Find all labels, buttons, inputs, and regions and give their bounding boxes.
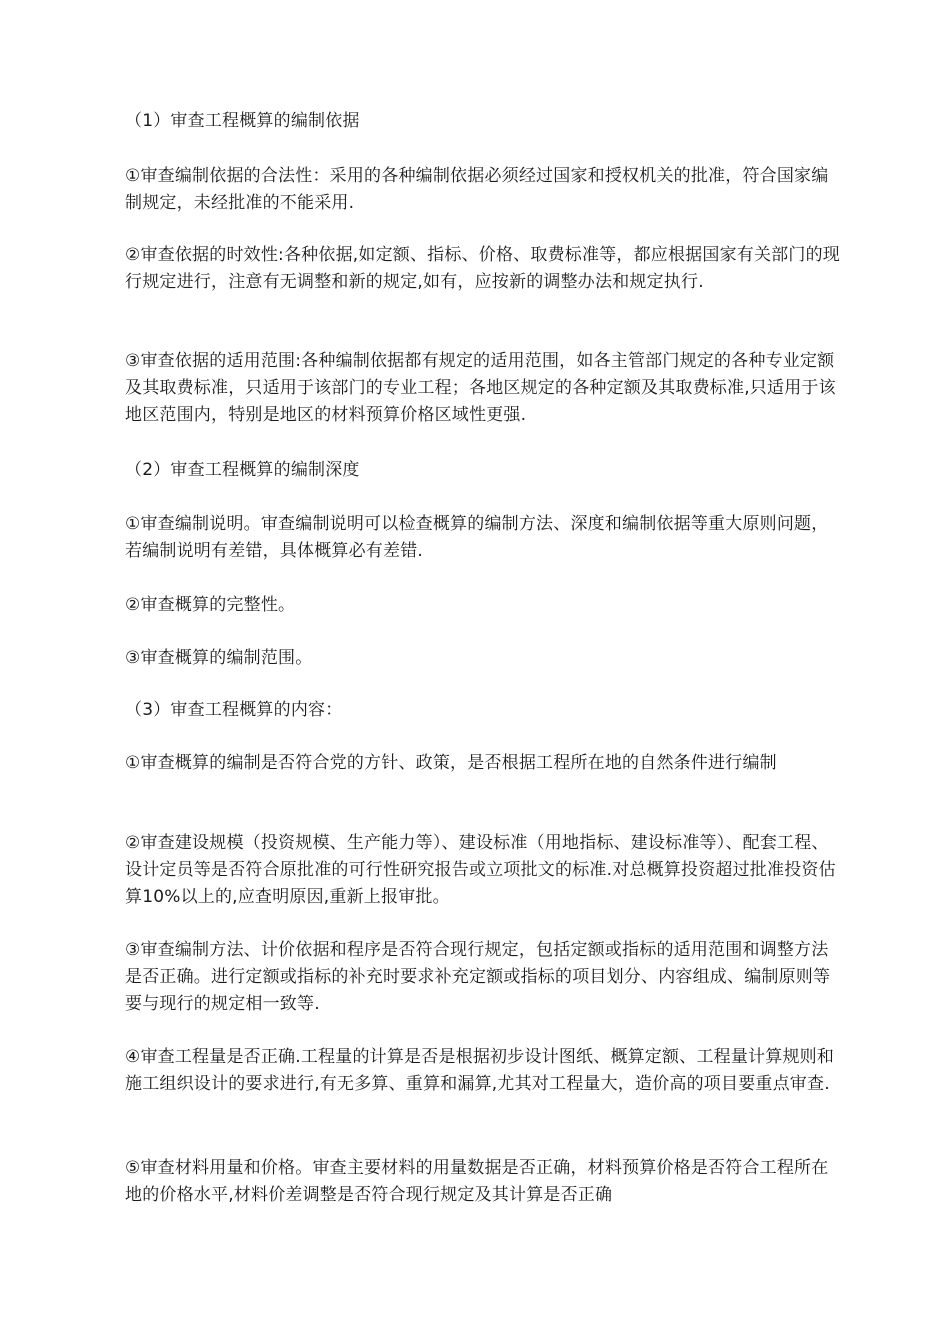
section-3-item-3: ③审查编制方法、计价依据和程序是否符合现行规定，包括定额或指标的适用范围和调整方法是否正确。进行定额或指标的补充时要求补充定额或指标的项目划分、内容组成、编制原则等要与现行的规定相一致等. <box>125 940 831 1014</box>
section-3-item-4: ④审查工程量是否正确.工程量的计算是否是根据初步设计图纸、概算定额、工程量计算规则和施工组织设计的要求进行,有无多算、重算和漏算,尤其对工程量大，造价高的项目要重点审查. <box>125 1047 835 1094</box>
section-2-heading: （2）审查工程概算的编制深度 <box>125 460 360 480</box>
section-2-item-1: ①审查编制说明。审查编制说明可以检查概算的编制方法、深度和编制依据等重大原则问题，若编制说明有差错，具体概算必有差错. <box>125 514 829 561</box>
section-1-heading: （1）审查工程概算的编制依据 <box>125 111 360 131</box>
section-1-item-1: ①审查编制依据的合法性：采用的各种编制依据必须经过国家和授权机关的批准，符合国家编制规定，未经批准的不能采用. <box>125 166 829 213</box>
section-3-item-5: ⑤审查材料用量和价格。审查主要材料的用量数据是否正确，材料预算价格是否符合工程所在地的价格水平,材料价差调整是否符合现行规定及其计算是否正确 <box>125 1158 829 1205</box>
section-1-item-2: ②审查依据的时效性:各种依据,如定额、指标、价格、取费标准等，都应根据国家有关部门的现行规定进行，注意有无调整和新的规定,如有，应按新的调整办法和规定执行. <box>125 245 840 292</box>
section-3-item-1: ①审查概算的编制是否符合党的方针、政策，是否根据工程所在地的自然条件进行编制 <box>125 753 777 773</box>
section-2-item-3: ③审查概算的编制范围。 <box>125 648 313 668</box>
section-1-item-3: ③审查依据的适用范围:各种编制依据都有规定的适用范围，如各主管部门规定的各种专业定额及其取费标准，只适用于该部门的专业工程；各地区规定的各种定额及其取费标准,只适用于该地区范围内，特别是地区的材料预算价格区域性更强. <box>125 351 836 425</box>
section-2-item-2: ②审查概算的完整性。 <box>125 595 296 615</box>
section-3-heading: （3）审查工程概算的内容： <box>125 700 343 720</box>
section-3-item-2: ②审查建设规模（投资规模、生产能力等）、建设标准（用地指标、建设标准等）、配套工程、设计定员等是否符合原批准的可行性研究报告或立项批文的标准.对总概算投资超过批准投资估算10%以上的,应查明原因,重新上报审批。 <box>125 833 836 907</box>
